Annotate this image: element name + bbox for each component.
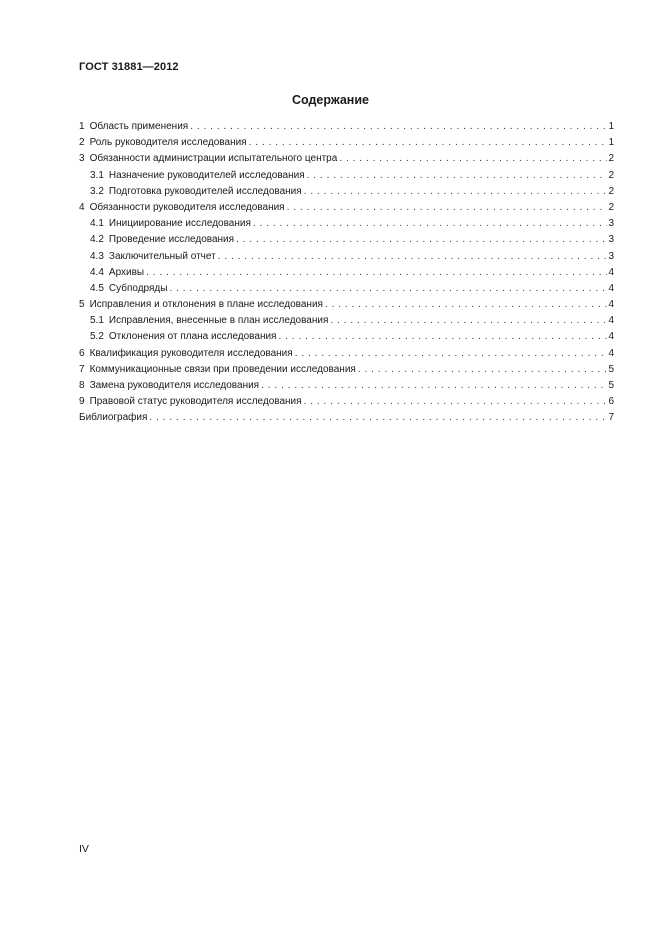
toc-dot-leader: [295, 346, 608, 362]
toc-title: Содержание: [291, 93, 369, 107]
toc-entry-5[interactable]: [79, 297, 614, 313]
toc-entry-title: Отклонения от плана исследования: [108, 331, 277, 343]
toc-entry-page: 5: [608, 363, 614, 375]
toc-entry-title: Назначение руководителей исследования: [108, 169, 305, 181]
toc-entry-number: 3.1: [90, 169, 104, 181]
toc-dot-leader: [169, 281, 607, 297]
toc-entry-page: 2: [608, 169, 614, 181]
toc-dot-leader: [287, 200, 608, 216]
toc-entry-number: 2: [79, 137, 85, 149]
toc-entry-page: 4: [608, 331, 614, 343]
toc-entry-9[interactable]: [79, 394, 614, 410]
toc-entry-page: 4: [608, 266, 614, 278]
toc-entry-title: Библиография: [79, 412, 148, 424]
toc-entry-title: Проведение исследования: [108, 234, 235, 246]
toc-entry-page: 3: [608, 234, 614, 246]
toc-entry-number: 4.5: [90, 282, 104, 294]
table-of-contents: [79, 119, 614, 427]
toc-dot-leader: [249, 135, 608, 151]
toc-entry-1[interactable]: [79, 119, 614, 135]
toc-dot-leader: [307, 168, 608, 184]
document-code: ГОСТ 31881—2012: [79, 61, 179, 73]
toc-entry-page: 2: [608, 185, 614, 197]
toc-entry-number: 5.2: [90, 331, 104, 343]
toc-entry-page: 6: [608, 396, 614, 408]
toc-dot-leader: [149, 410, 607, 426]
toc-dot-leader: [304, 394, 608, 410]
toc-dot-leader: [261, 378, 607, 394]
toc-entry-3[interactable]: [79, 151, 614, 167]
toc-entry-8[interactable]: [79, 378, 614, 394]
toc-dot-leader: [339, 151, 607, 167]
toc-entry-number: 5: [79, 299, 85, 311]
toc-entry-number: 4: [79, 201, 85, 213]
toc-entry-5-2[interactable]: [79, 329, 614, 345]
toc-entry-number: 5.1: [90, 315, 104, 327]
toc-entry-title: Исправления и отклонения в плане исследования: [89, 299, 323, 311]
toc-entry-number: 4.3: [90, 250, 104, 262]
toc-entry-page: 1: [608, 121, 614, 132]
toc-entry-title: Обязанности руководителя исследования: [89, 201, 285, 213]
toc-entry-page: 2: [608, 201, 614, 213]
toc-entry-title: Квалификация руководителя исследования: [89, 347, 293, 359]
toc-entry-page: 3: [608, 218, 614, 230]
toc-entry-4-4[interactable]: [79, 265, 614, 281]
toc-entry-page: 1: [608, 137, 614, 149]
toc-entry-number: 6: [79, 347, 85, 359]
toc-entry-title: Инициирование исследования: [108, 218, 251, 230]
toc-entry-4-1[interactable]: [79, 216, 614, 232]
toc-entry-7[interactable]: [79, 362, 614, 378]
toc-dot-leader: [236, 232, 607, 248]
toc-entry-page: 4: [608, 347, 614, 359]
toc-entry-page: 4: [608, 282, 614, 294]
toc-entry-4[interactable]: [79, 200, 614, 216]
toc-entry-page: 3: [608, 250, 614, 262]
toc-entry-number: 3: [79, 153, 85, 165]
toc-dot-leader: [190, 119, 607, 135]
page-number: IV: [79, 843, 89, 855]
toc-entry-page: 5: [608, 380, 614, 391]
toc-entry-number: 3.2: [90, 185, 104, 197]
toc-entry-title: Обязанности администрации испытательного центра: [89, 153, 338, 165]
toc-entry-3-1[interactable]: [79, 168, 614, 184]
toc-entry-title: Замена руководителя исследования: [89, 380, 260, 391]
toc-entry-page: 4: [608, 299, 614, 311]
toc-entry-6[interactable]: [79, 346, 614, 362]
toc-entry-number: 4.2: [90, 234, 104, 246]
toc-entry-title: Коммуникационные связи при проведении исследования: [89, 363, 356, 375]
toc-dot-leader: [278, 329, 607, 345]
toc-dot-leader: [253, 216, 608, 232]
toc-entry-4-5[interactable]: [79, 281, 614, 297]
toc-entry-number: 9: [79, 396, 85, 408]
toc-entry-title: Субподряды: [108, 282, 168, 294]
toc-dot-leader: [358, 362, 608, 378]
toc-entry-title: Заключительный отчет: [108, 250, 216, 262]
toc-entry-2[interactable]: [79, 135, 614, 151]
toc-entry-4-3[interactable]: [79, 249, 614, 265]
toc-entry-title: Правовой статус руководителя исследования: [89, 396, 302, 408]
toc-dot-leader: [330, 313, 607, 329]
toc-dot-leader: [218, 249, 608, 265]
toc-entry-title: Исправления, внесенные в план исследования: [108, 315, 329, 327]
toc-entry-page: 4: [608, 315, 614, 327]
toc-entry-page: 2: [608, 153, 614, 165]
toc-entry-title: Подготовка руководителей исследования: [108, 185, 302, 197]
toc-entry-title: Роль руководителя исследования: [89, 137, 247, 149]
toc-entry-title: Архивы: [108, 266, 145, 278]
toc-entry-4-2[interactable]: [79, 232, 614, 248]
toc-entry-number: 8: [79, 380, 85, 391]
toc-dot-leader: [325, 297, 607, 313]
toc-entry-title: Область применения: [89, 121, 189, 132]
toc-entry-number: 1: [79, 121, 85, 132]
toc-dot-leader: [146, 265, 607, 281]
toc-entry-number: 4.4: [90, 266, 104, 278]
toc-entry-page: 7: [608, 412, 614, 424]
toc-entry-5-1[interactable]: [79, 313, 614, 329]
toc-entry-number: 7: [79, 363, 85, 375]
toc-dot-leader: [304, 184, 608, 200]
toc-entry-bibliography[interactable]: [79, 410, 614, 426]
toc-entry-3-2[interactable]: [79, 184, 614, 200]
toc-entry-number: 4.1: [90, 218, 104, 230]
